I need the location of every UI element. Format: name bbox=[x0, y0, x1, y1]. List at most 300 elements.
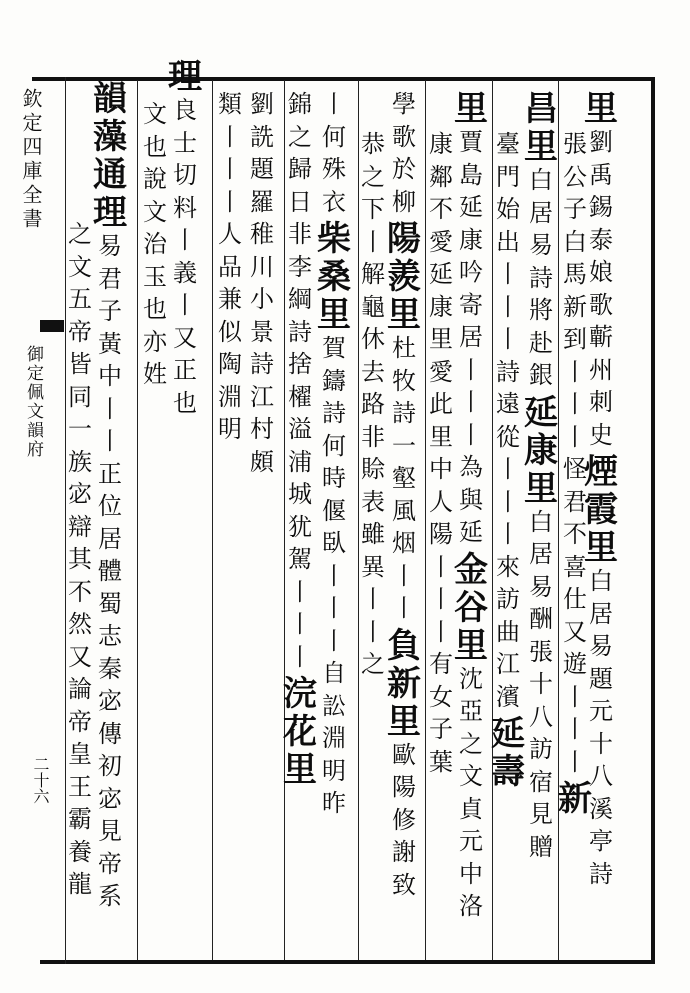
text-char: 然 bbox=[68, 610, 92, 638]
text-char: 溢 bbox=[288, 415, 312, 443]
text-char: 題 bbox=[250, 155, 274, 183]
text-char: 族 bbox=[68, 447, 92, 476]
text-char: 明 bbox=[218, 415, 242, 443]
text-char: 中 bbox=[459, 859, 483, 888]
heading-char: 里 bbox=[283, 750, 317, 790]
text-char: 賒 bbox=[361, 455, 385, 483]
text-char: 里 bbox=[429, 325, 453, 353]
text-char: 王 bbox=[68, 772, 92, 801]
heading-char: 里 bbox=[387, 701, 421, 742]
text-char: 濱 bbox=[496, 682, 520, 711]
text-char: 李 bbox=[288, 252, 312, 281]
text-char: 下 bbox=[361, 195, 385, 223]
text-char: 此 bbox=[429, 390, 453, 418]
heading-char: 里 bbox=[454, 89, 488, 129]
text-char: 丨 bbox=[322, 561, 346, 590]
text-char: 丨 bbox=[429, 617, 453, 646]
text-char: 馬 bbox=[563, 260, 587, 288]
text-char: 陽 bbox=[429, 520, 453, 548]
text-char: 表 bbox=[361, 487, 385, 516]
text-char: 十 bbox=[589, 729, 613, 758]
text-char: 元 bbox=[589, 697, 613, 725]
text-char: 切 bbox=[173, 161, 197, 189]
text-char: 易 bbox=[529, 572, 553, 601]
heading-char: 理 bbox=[168, 57, 202, 97]
text-char: 來 bbox=[496, 552, 520, 581]
text-char: 元 bbox=[459, 827, 483, 855]
text-char: 丨 bbox=[496, 292, 520, 321]
text-char: 初 bbox=[98, 752, 122, 780]
heading-char: 壽 bbox=[491, 752, 525, 792]
heading-char: 理 bbox=[93, 193, 127, 233]
text-char: 張 bbox=[529, 637, 553, 666]
column-rule bbox=[492, 80, 493, 960]
text-char: 丨 bbox=[173, 291, 197, 319]
text-char: 延 bbox=[459, 518, 483, 546]
text-char: 非 bbox=[288, 220, 312, 248]
text-char: 與 bbox=[459, 485, 483, 514]
text-char: 遠 bbox=[496, 390, 520, 418]
heading-char: 柴 bbox=[317, 219, 351, 259]
section-marker bbox=[40, 320, 64, 332]
text-char: 鄰 bbox=[429, 162, 453, 191]
text-char: 丨 bbox=[496, 260, 520, 288]
text-char: 又 bbox=[563, 617, 587, 646]
text-char: 帝 bbox=[98, 849, 122, 878]
heading-char: 韻 bbox=[93, 79, 127, 119]
text-char: 姓 bbox=[143, 360, 167, 388]
heading-char: 通 bbox=[93, 155, 127, 195]
text-char: 公 bbox=[563, 162, 587, 191]
text-char: 淵 bbox=[322, 724, 346, 752]
text-char: 丨 bbox=[496, 455, 520, 483]
text-char: 城 bbox=[288, 480, 312, 508]
text-char: 不 bbox=[68, 577, 92, 606]
text-char: 錦 bbox=[288, 90, 312, 118]
text-char: 之 bbox=[68, 220, 92, 248]
text-char: 從 bbox=[496, 422, 520, 451]
column-rule bbox=[212, 80, 213, 960]
text-char: 銀 bbox=[529, 361, 553, 389]
text-char: 丨 bbox=[496, 487, 520, 516]
text-char: 居 bbox=[529, 540, 553, 568]
heading-char: 里 bbox=[454, 625, 488, 666]
text-char: 不 bbox=[563, 520, 587, 548]
text-char: 泰 bbox=[589, 225, 613, 254]
text-char: 丨 bbox=[322, 626, 346, 655]
text-char: 見 bbox=[529, 800, 553, 828]
text-char: 也 bbox=[143, 295, 167, 323]
text-char: 詩 bbox=[392, 399, 416, 427]
text-char: 羅 bbox=[250, 187, 274, 216]
text-char: 秦 bbox=[98, 654, 122, 683]
text-char: 賀 bbox=[322, 334, 346, 362]
text-char: 一 bbox=[68, 415, 92, 443]
text-char: 蘄 bbox=[589, 323, 613, 351]
book-title: 欽定四庫全書 bbox=[19, 88, 43, 232]
heading-char: 延 bbox=[524, 392, 558, 433]
text-char: 見 bbox=[98, 817, 122, 845]
text-char: 川 bbox=[250, 252, 274, 281]
text-char: 江 bbox=[250, 382, 274, 411]
text-char: 帝 bbox=[68, 317, 92, 346]
heading-char: 新 bbox=[387, 663, 421, 704]
heading-char: 里 bbox=[584, 89, 618, 129]
text-char: 何 bbox=[322, 431, 346, 460]
text-char: 正 bbox=[173, 356, 197, 384]
text-char: 人 bbox=[429, 487, 453, 516]
text-char: 刺 bbox=[589, 388, 613, 416]
text-char: 宓 bbox=[98, 687, 122, 715]
text-char: 歌 bbox=[589, 290, 613, 319]
text-char: 題 bbox=[589, 664, 613, 693]
text-char: 類 bbox=[218, 90, 242, 118]
text-char: 之 bbox=[361, 650, 385, 678]
heading-char: 新 bbox=[558, 779, 592, 819]
text-char: 文 bbox=[459, 762, 483, 790]
text-char: 犹 bbox=[288, 512, 312, 541]
text-char: 帝 bbox=[68, 707, 92, 736]
heading-char: 延 bbox=[491, 714, 525, 754]
text-char: 霸 bbox=[68, 805, 92, 833]
text-char: 詩 bbox=[250, 350, 274, 378]
text-char: 自 bbox=[322, 659, 346, 687]
text-char: 子 bbox=[98, 297, 122, 325]
text-char: 賈 bbox=[459, 128, 483, 156]
text-char: 又 bbox=[68, 642, 92, 671]
text-char: 去 bbox=[361, 357, 385, 386]
heading-char: 里 bbox=[524, 468, 558, 509]
text-char: 白 bbox=[563, 227, 587, 256]
text-char: 小 bbox=[250, 285, 274, 313]
heading-char: 霞 bbox=[584, 490, 618, 530]
text-char: 居 bbox=[459, 323, 483, 351]
text-char: 玉 bbox=[143, 262, 167, 291]
text-char: 也 bbox=[173, 388, 197, 417]
text-char: 寄 bbox=[459, 290, 483, 319]
text-char: 張 bbox=[563, 130, 587, 158]
text-char: 體 bbox=[98, 557, 122, 585]
frame-bottom-border bbox=[40, 960, 655, 964]
text-char: 劉 bbox=[250, 90, 274, 118]
text-char: 歐 bbox=[392, 740, 416, 769]
text-char: 白 bbox=[529, 166, 553, 194]
text-char: 遊 bbox=[563, 650, 587, 678]
text-char: 偃 bbox=[322, 496, 346, 525]
text-char: 傳 bbox=[98, 719, 122, 748]
text-char: 十 bbox=[529, 670, 553, 698]
heading-char: 桑 bbox=[317, 257, 351, 297]
heading-char: 里 bbox=[387, 295, 421, 335]
text-char: 吟 bbox=[459, 258, 483, 286]
text-char: 貞 bbox=[459, 794, 483, 823]
text-char: 延 bbox=[459, 193, 483, 221]
text-char: 柳 bbox=[392, 187, 416, 216]
text-char: 丨 bbox=[496, 520, 520, 548]
text-char: 新 bbox=[563, 292, 587, 321]
text-char: 有 bbox=[429, 650, 453, 678]
text-char: 歸 bbox=[288, 155, 312, 183]
text-char: 出 bbox=[496, 227, 520, 256]
page-number: 二十六 bbox=[31, 756, 50, 804]
text-char: 康 bbox=[459, 225, 483, 254]
text-char: 喜 bbox=[563, 552, 587, 581]
text-char: 白 bbox=[529, 507, 553, 536]
text-char: 宿 bbox=[529, 767, 553, 796]
text-char: 之 bbox=[361, 162, 385, 191]
text-char: 八 bbox=[529, 702, 553, 731]
text-char: 白 bbox=[589, 567, 613, 595]
text-char: 村 bbox=[250, 415, 274, 443]
heading-char: 羨 bbox=[387, 257, 421, 297]
text-char: 詩 bbox=[589, 859, 613, 888]
text-char: 沈 bbox=[459, 664, 483, 693]
text-char: 史 bbox=[589, 420, 613, 449]
text-char: 丨 bbox=[361, 227, 385, 256]
text-char: 康 bbox=[429, 130, 453, 158]
text-char: 劉 bbox=[589, 128, 613, 156]
text-char: 臥 bbox=[322, 529, 346, 557]
text-char: 曲 bbox=[496, 617, 520, 646]
text-char: 陽 bbox=[392, 773, 416, 801]
text-char: 衣 bbox=[322, 187, 346, 216]
text-char: 宓 bbox=[98, 784, 122, 813]
text-char: 也 bbox=[143, 132, 167, 161]
text-char: 丨 bbox=[288, 642, 312, 671]
text-char: 居 bbox=[98, 524, 122, 553]
text-char: 其 bbox=[68, 545, 92, 573]
text-char: 丨 bbox=[459, 388, 483, 416]
text-char: 亭 bbox=[589, 827, 613, 855]
text-char: 日 bbox=[288, 187, 312, 216]
heading-char: 浣 bbox=[283, 674, 317, 714]
text-char: 丨 bbox=[288, 610, 312, 638]
text-char: 非 bbox=[361, 422, 385, 451]
text-char: 丨 bbox=[563, 357, 587, 386]
text-char: 五 bbox=[68, 285, 92, 313]
text-char: 稚 bbox=[250, 220, 274, 248]
frame-right-border bbox=[651, 77, 655, 964]
text-char: 訪 bbox=[496, 585, 520, 613]
text-char: 休 bbox=[361, 325, 385, 353]
text-char: 龍 bbox=[68, 870, 92, 898]
text-char: 路 bbox=[361, 390, 385, 418]
text-char: 致 bbox=[392, 870, 416, 899]
text-char: 治 bbox=[143, 230, 167, 258]
text-char: 怪 bbox=[563, 455, 587, 483]
text-char: 綱 bbox=[288, 285, 312, 313]
text-char: 皆 bbox=[68, 350, 92, 378]
text-char: 頗 bbox=[250, 447, 274, 476]
text-char: 同 bbox=[68, 382, 92, 411]
text-char: 說 bbox=[143, 165, 167, 193]
text-char: 里 bbox=[429, 422, 453, 451]
text-char: 丨 bbox=[429, 585, 453, 613]
text-char: 兼 bbox=[218, 285, 242, 313]
text-char: 養 bbox=[68, 837, 92, 866]
text-char: 學 bbox=[392, 90, 416, 118]
text-char: 丨 bbox=[563, 682, 587, 711]
heading-char: 煙 bbox=[584, 452, 618, 492]
heading-char: 康 bbox=[524, 430, 558, 471]
text-char: 櫂 bbox=[288, 382, 312, 411]
text-char: 亦 bbox=[143, 327, 167, 356]
text-char: 杜 bbox=[392, 334, 416, 362]
heading-char: 里 bbox=[317, 295, 351, 335]
text-char: 之 bbox=[288, 122, 312, 151]
text-char: 丨 bbox=[361, 617, 385, 646]
text-char: 宓 bbox=[68, 480, 92, 508]
text-char: 辯 bbox=[68, 512, 92, 541]
text-char: 門 bbox=[496, 162, 520, 191]
text-char: 康 bbox=[429, 292, 453, 321]
text-char: 丨 bbox=[173, 226, 197, 254]
text-char: 丨 bbox=[288, 577, 312, 606]
text-char: 義 bbox=[173, 258, 197, 287]
text-char: 丨 bbox=[392, 561, 416, 590]
text-char: 女 bbox=[429, 682, 453, 711]
heading-char: 花 bbox=[283, 712, 317, 752]
text-char: 八 bbox=[589, 762, 613, 790]
column-rule bbox=[137, 80, 138, 960]
text-char: 丨 bbox=[322, 90, 346, 118]
text-char: 州 bbox=[589, 355, 613, 384]
text-char: 易 bbox=[589, 632, 613, 660]
text-char: 訟 bbox=[322, 691, 346, 720]
text-char: 品 bbox=[218, 252, 242, 281]
volume-title: 御定佩文韻府 bbox=[23, 345, 43, 459]
text-char: 丨 bbox=[218, 122, 242, 151]
text-char: 人 bbox=[218, 220, 242, 248]
text-char: 島 bbox=[459, 160, 483, 189]
text-char: 錫 bbox=[589, 193, 613, 221]
text-char: 詩 bbox=[496, 357, 520, 386]
text-char: 赴 bbox=[529, 328, 553, 357]
text-char: 文 bbox=[68, 252, 92, 281]
text-char: 丨 bbox=[361, 585, 385, 613]
text-char: 陶 bbox=[218, 350, 242, 378]
text-char: 皇 bbox=[68, 740, 92, 768]
text-char: 丨 bbox=[322, 594, 346, 622]
text-char: 酬 bbox=[529, 605, 553, 633]
text-char: 壑 bbox=[392, 464, 416, 492]
text-char: 不 bbox=[429, 195, 453, 223]
text-char: 子 bbox=[429, 715, 453, 743]
text-char: 丨 bbox=[459, 420, 483, 449]
text-char: 淵 bbox=[218, 382, 242, 411]
text-char: 丨 bbox=[218, 187, 242, 216]
text-char: 鑄 bbox=[322, 366, 346, 395]
text-char: 居 bbox=[529, 198, 553, 227]
text-char: 丨 bbox=[218, 155, 242, 183]
text-char: 洛 bbox=[459, 892, 483, 920]
text-char: 君 bbox=[563, 487, 587, 516]
text-char: 一 bbox=[392, 431, 416, 460]
text-char: 龜 bbox=[361, 292, 385, 321]
text-char: 之 bbox=[459, 729, 483, 758]
text-char: 愛 bbox=[429, 357, 453, 386]
frame-left-border bbox=[65, 77, 66, 964]
column-rule bbox=[425, 80, 426, 960]
column-rule bbox=[284, 80, 285, 960]
text-char: 君 bbox=[98, 264, 122, 293]
text-char: 浦 bbox=[288, 447, 312, 476]
text-char: 居 bbox=[589, 599, 613, 628]
heading-char: 昌 bbox=[524, 89, 558, 129]
text-char: 丨 bbox=[496, 325, 520, 353]
text-char: 愛 bbox=[429, 227, 453, 256]
text-char: 駕 bbox=[288, 545, 312, 573]
text-char: 丨 bbox=[563, 715, 587, 743]
text-char: 異 bbox=[361, 552, 385, 581]
text-char: 謝 bbox=[392, 838, 416, 866]
text-char: 文 bbox=[143, 100, 167, 128]
text-char: 牧 bbox=[392, 366, 416, 395]
text-char: 時 bbox=[322, 464, 346, 492]
text-char: 修 bbox=[392, 805, 416, 834]
text-char: 志 bbox=[98, 622, 122, 650]
text-char: 丨 bbox=[392, 594, 416, 622]
text-char: 江 bbox=[496, 650, 520, 678]
text-char: 丨 bbox=[459, 355, 483, 384]
text-char: 丨 bbox=[98, 427, 122, 455]
text-char: 殊 bbox=[322, 155, 346, 183]
text-char: 詩 bbox=[322, 399, 346, 427]
heading-char: 負 bbox=[387, 625, 421, 666]
text-char: 中 bbox=[98, 362, 122, 390]
heading-char: 金 bbox=[454, 549, 488, 590]
text-char: 蜀 bbox=[98, 589, 122, 618]
text-char: 於 bbox=[392, 155, 416, 183]
text-char: 到 bbox=[563, 325, 587, 353]
text-char: 延 bbox=[429, 260, 453, 288]
text-char: 烟 bbox=[392, 529, 416, 557]
text-char: 風 bbox=[392, 496, 416, 525]
text-char: 解 bbox=[361, 260, 385, 288]
text-char: 位 bbox=[98, 492, 122, 520]
text-char: 詩 bbox=[529, 263, 553, 292]
text-char: 亞 bbox=[459, 697, 483, 725]
text-char: 為 bbox=[459, 453, 483, 481]
text-char: 系 bbox=[98, 882, 122, 910]
text-char: 易 bbox=[529, 231, 553, 259]
text-char: 恭 bbox=[361, 130, 385, 158]
heading-char: 里 bbox=[584, 528, 618, 568]
text-char: 丨 bbox=[98, 394, 122, 423]
heading-char: 陽 bbox=[387, 219, 421, 259]
text-char: 景 bbox=[250, 317, 274, 346]
text-char: 娘 bbox=[589, 258, 613, 286]
text-char: 又 bbox=[173, 323, 197, 352]
column-rule bbox=[558, 80, 559, 960]
text-char: 何 bbox=[322, 122, 346, 151]
text-char: 文 bbox=[143, 197, 167, 226]
text-char: 似 bbox=[218, 317, 242, 346]
text-char: 黃 bbox=[98, 329, 122, 358]
heading-char: 里 bbox=[524, 127, 558, 167]
text-char: 臺 bbox=[496, 130, 520, 158]
text-char: 易 bbox=[98, 232, 122, 260]
text-char: 中 bbox=[429, 455, 453, 483]
text-char: 丨 bbox=[563, 422, 587, 451]
text-char: 士 bbox=[173, 128, 197, 157]
column-rule bbox=[358, 80, 359, 960]
text-char: 仕 bbox=[563, 585, 587, 613]
text-char: 歌 bbox=[392, 122, 416, 151]
text-char: 丨 bbox=[429, 552, 453, 581]
text-char: 明 bbox=[322, 756, 346, 785]
text-char: 始 bbox=[496, 195, 520, 223]
